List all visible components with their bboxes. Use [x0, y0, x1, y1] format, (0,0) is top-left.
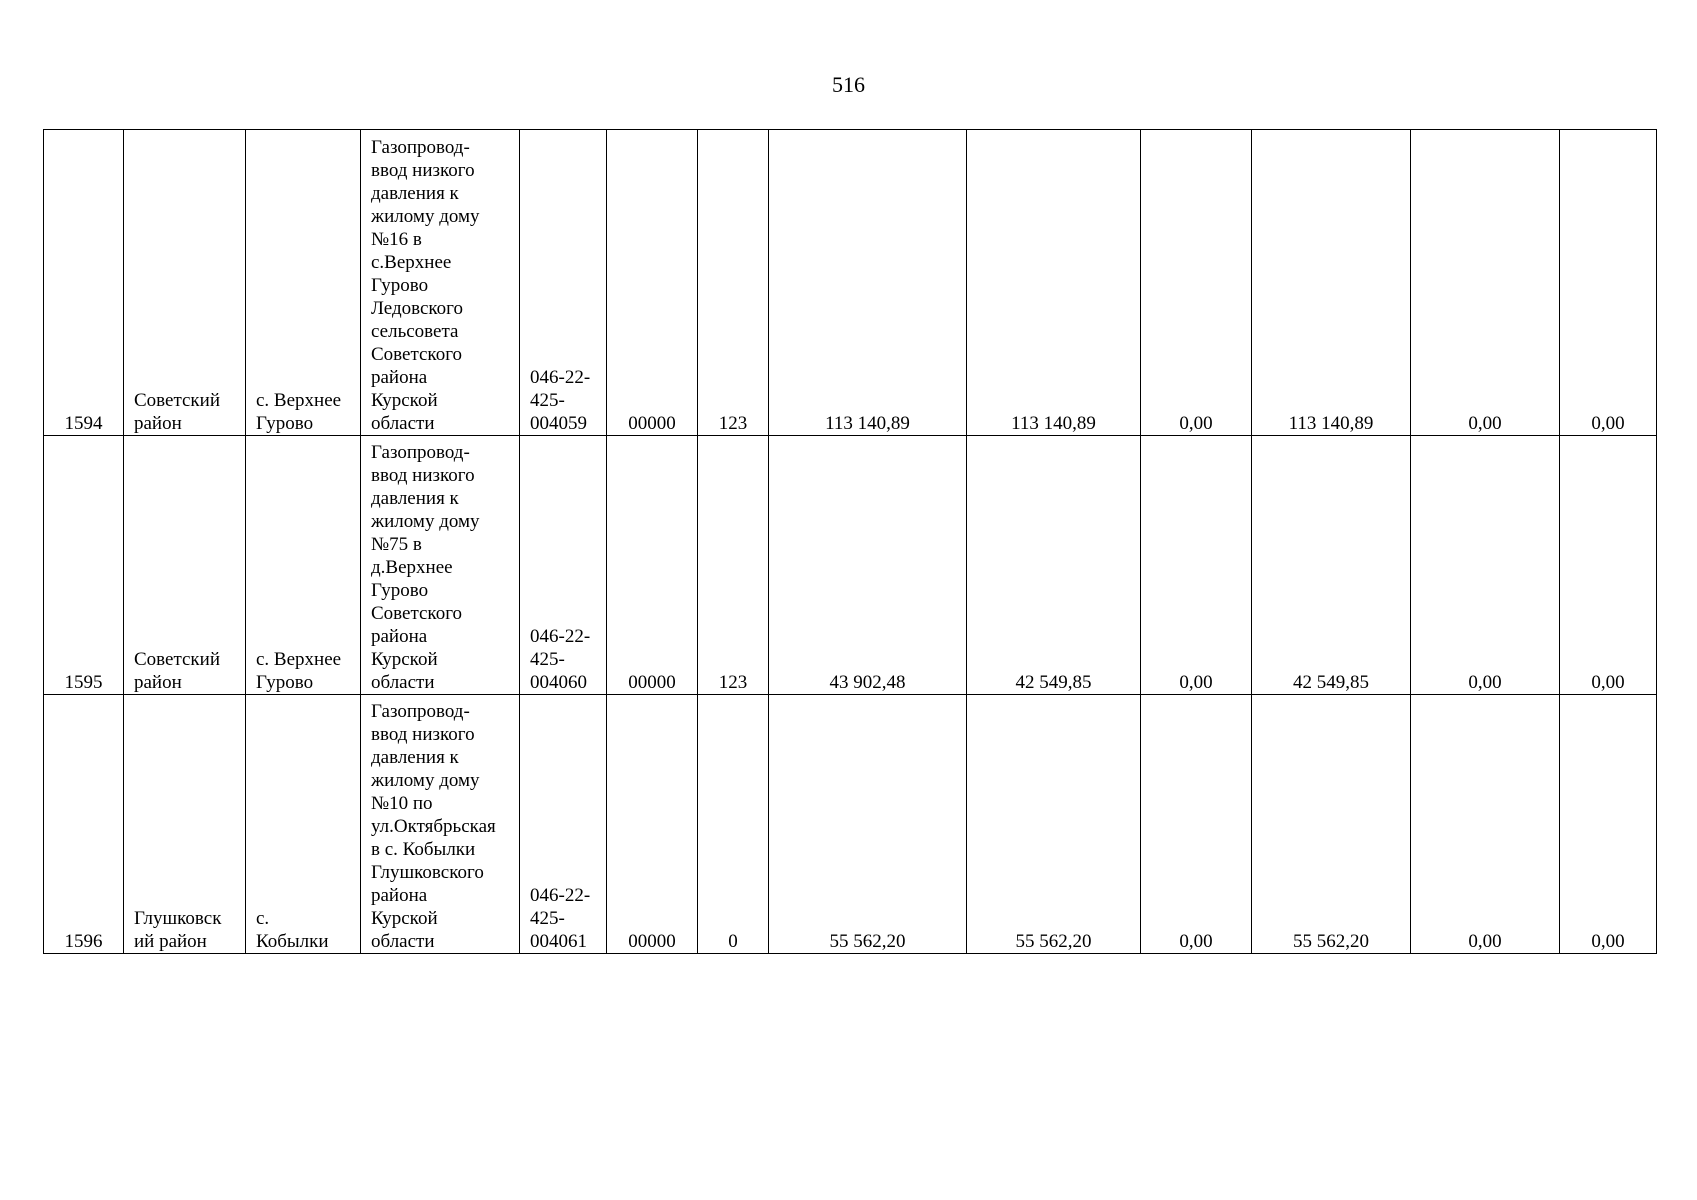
row-number-cell: 1595: [44, 436, 124, 695]
amount-cell-5: 0,00: [1411, 436, 1560, 695]
registry-table: [43, 129, 1657, 954]
table-row: [44, 695, 1657, 954]
locality-cell: с. Кобылки: [246, 695, 361, 954]
object-name-cell: Газопровод- ввод низкого давления к жилому дому №75 в д.Верхнее Гурово Советского района Курской области: [361, 436, 520, 695]
table-row: [44, 436, 1657, 695]
object-name-cell: Газопровод- ввод низкого давления к жилому дому №10 по ул.Октябрьская в с. Кобылки Глушковского района Курской области: [361, 695, 520, 954]
amount-cell-3: 0,00: [1141, 695, 1252, 954]
amount-cell-3: 0,00: [1141, 436, 1252, 695]
amount-cell-2: 42 549,85: [967, 436, 1141, 695]
amount-cell-4: 42 549,85: [1252, 436, 1411, 695]
amount-cell-4: 55 562,20: [1252, 695, 1411, 954]
district-cell: Советский район: [124, 130, 246, 436]
amount-cell-5: 0,00: [1411, 695, 1560, 954]
amount-cell-2: 55 562,20: [967, 695, 1141, 954]
registry-code-cell: 046-22- 425- 004060: [520, 436, 607, 695]
amount-cell-6: 0,00: [1560, 436, 1657, 695]
account-cell: 123: [698, 436, 769, 695]
amount-cell-2: 113 140,89: [967, 130, 1141, 436]
amount-cell-4: 113 140,89: [1252, 130, 1411, 436]
district-cell: Глушковск ий район: [124, 695, 246, 954]
amount-cell-6: 0,00: [1560, 130, 1657, 436]
registry-code-cell: 046-22- 425- 004059: [520, 130, 607, 436]
amount-cell-1: 43 902,48: [769, 436, 967, 695]
account-cell: 0: [698, 695, 769, 954]
code-cell: 00000: [607, 695, 698, 954]
amount-cell-1: 55 562,20: [769, 695, 967, 954]
code-cell: 00000: [607, 130, 698, 436]
row-number-cell: 1594: [44, 130, 124, 436]
amount-cell-3: 0,00: [1141, 130, 1252, 436]
registry-code-cell: 046-22- 425- 004061: [520, 695, 607, 954]
object-name-cell: Газопровод- ввод низкого давления к жилому дому №16 в с.Верхнее Гурово Ледовского сельсовета Советского района Курской области: [361, 130, 520, 436]
locality-cell: с. Верхнее Гурово: [246, 130, 361, 436]
account-cell: 123: [698, 130, 769, 436]
amount-cell-5: 0,00: [1411, 130, 1560, 436]
locality-cell: с. Верхнее Гурово: [246, 436, 361, 695]
amount-cell-6: 0,00: [1560, 695, 1657, 954]
page-number: 516: [832, 72, 865, 97]
table-row: [44, 130, 1657, 436]
district-cell: Советский район: [124, 436, 246, 695]
amount-cell-1: 113 140,89: [769, 130, 967, 436]
code-cell: 00000: [607, 436, 698, 695]
row-number-cell: 1596: [44, 695, 124, 954]
